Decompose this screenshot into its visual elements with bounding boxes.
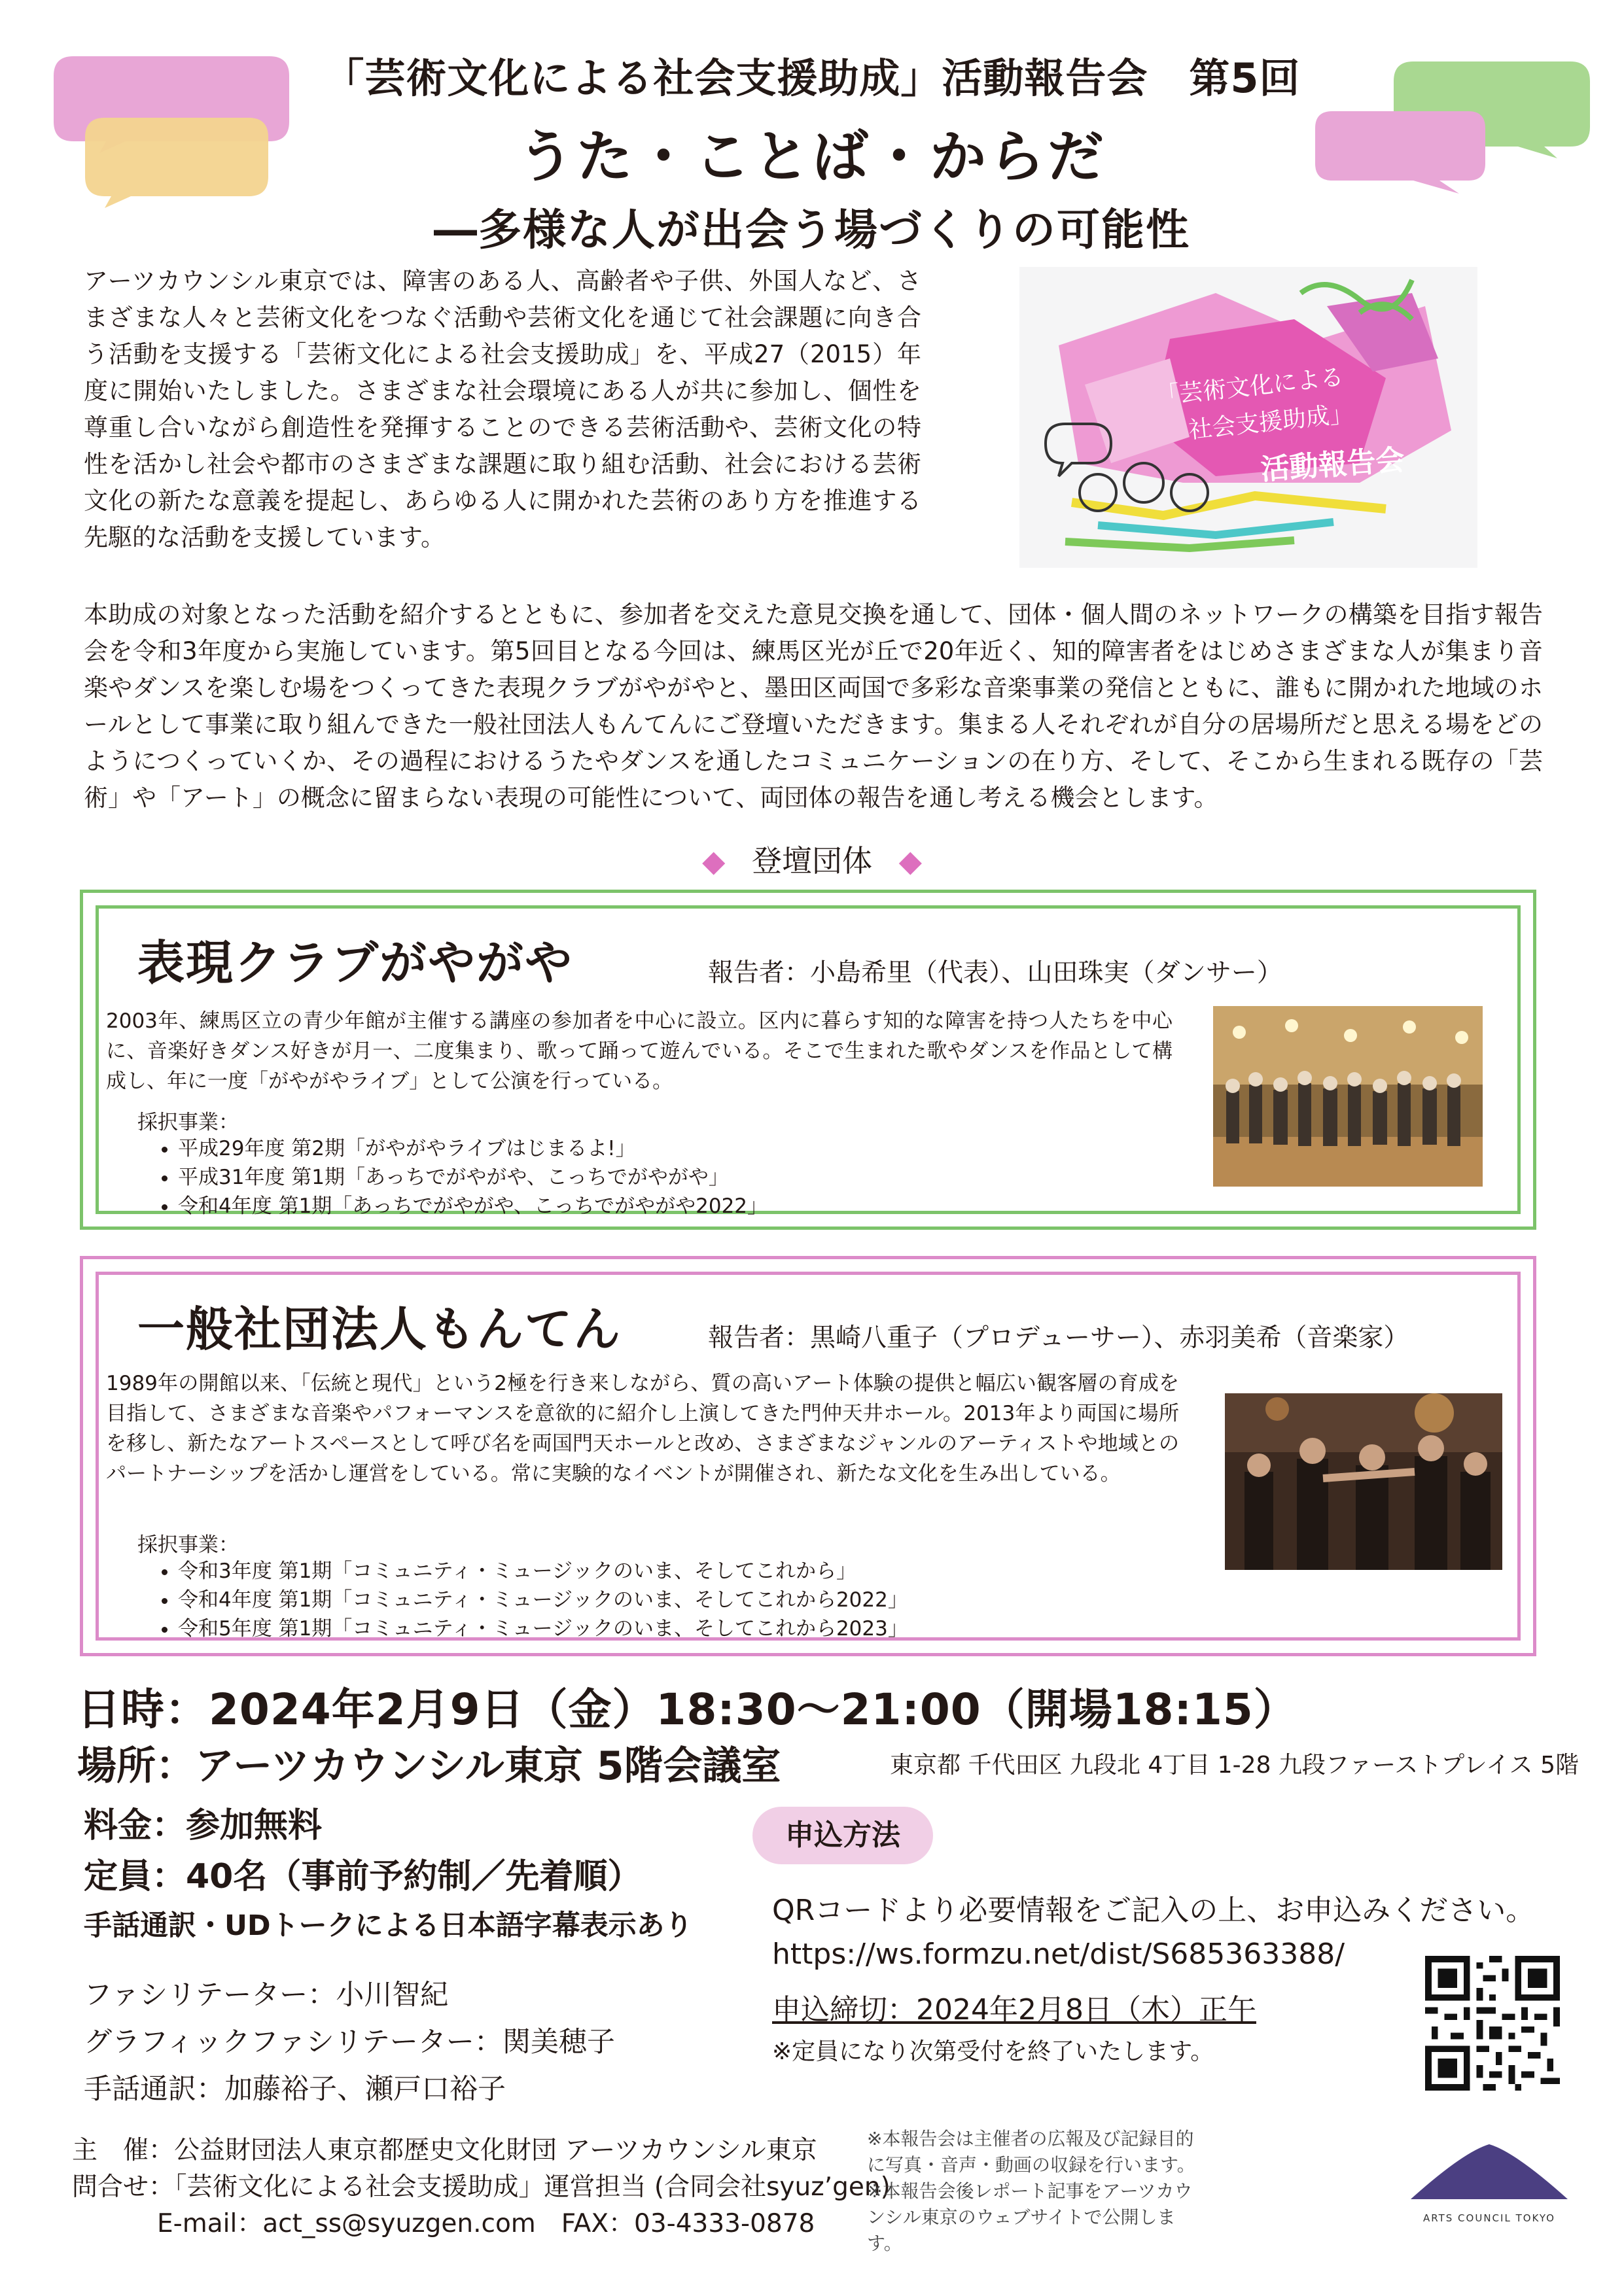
staff-sign-interpreters: 手話通訳：加藤裕子、瀬戸口裕子 <box>84 2073 506 2106</box>
adopted-project-item: • 令和4年度 第1期「あっちでがやがや、こっちでがやがや2022」 <box>178 1192 768 1221</box>
apply-url-link[interactable]: https://ws.formzu.net/dist/S685363388/ <box>772 1938 1345 1971</box>
apply-deadline: 申込締切：2024年2月8日（木）正午 <box>772 1993 1256 2026</box>
gayagaya-photo <box>1213 1006 1483 1187</box>
adopted-project-item: • 平成29年度 第2期「がやがやライブはじまるよ!」 <box>178 1134 768 1163</box>
logo-caption: ARTS COUNCIL TOKYO <box>1423 2212 1555 2224</box>
page-title: うた・ことば・からだ <box>518 124 1106 190</box>
arts-council-tokyo-logo <box>1398 2139 1581 2231</box>
organizer-line: 主 催：公益財団法人東京都歴史文化財団 アーツカウンシル東京 <box>72 2136 817 2165</box>
diamond-icon: ◆ <box>898 843 923 878</box>
section-heading-label: 登壇団体 <box>752 843 872 878</box>
event-series-heading: 「芸術文化による社会支援助成」活動報告会 第5回 <box>323 54 1301 102</box>
page-subtitle: ―多様な人が出会う場づくりの可能性 <box>434 205 1190 255</box>
org-reporter: 報告者：黒崎八重子（プロデューサー）、赤羽美希（音楽家） <box>708 1323 1409 1353</box>
report-meeting-logo <box>1019 267 1477 568</box>
logo-text-line2: 社会支援助成」 <box>1187 400 1354 444</box>
intro-paragraph-2: 本助成の対象となった活動を紹介するとともに、参加者を交えた意見交換を通して、団体・個人間のネットワークの構築を目指す報告会を令和3年度から実施しています。第5回目となる今回は、練馬区光が丘で20年近く、知的障害者をはじめさまざまな人が集まり音楽やダンスを楽しむ場をつくってきた表現クラブがやがやと、墨田区両国で多彩な音楽事業の発信とともに、誰もに開かれた地域のホールとして事業に取り組んできた一般社団法人もんてんにご登壇いただきます。集まる人それぞれが自分の居場所だと思える場をどのようにつくっていくか、その過程におけるうたやダンスを通したコミュニケーションの在り方、そして、そこから生まれる既存の「芸術」や「アート」の概念に留まらない表現の可能性について、両団体の報告を通し考える機会とします。 <box>84 600 1543 812</box>
event-address: 東京都 千代田区 九段北 4丁目 1-28 九段ファーストプレイス 5階 <box>890 1752 1579 1779</box>
qr-code-icon[interactable] <box>1425 1956 1560 2091</box>
contact-line: 問合せ：「芸術文化による社会支援助成」運営担当 (合同会社syuz’gen) <box>72 2172 891 2202</box>
adopted-projects-list <box>150 1134 768 1221</box>
apply-method-badge: 申込方法 <box>752 1807 933 1864</box>
adopted-project-item: • 令和4年度 第1期「コミュニティ・ミュージックのいま、そしてこれから2022」 <box>178 1586 908 1614</box>
diamond-icon: ◆ <box>701 843 726 878</box>
org-card-monten <box>80 1256 1536 1656</box>
event-datetime: 日時：2024年2月9日（金）18:30～21:00（開場18:15） <box>77 1684 1297 1735</box>
apply-deadline-note: ※定員になり次第受付を終了いたします。 <box>772 2038 1214 2065</box>
apply-instruction: QRコードより必要情報をご記入の上、お申込みください。 <box>772 1894 1535 1927</box>
org-name: 表現クラブがやがや <box>137 935 574 990</box>
adopted-project-item: • 令和3年度 第1期「コミュニティ・ミュージックのいま、そしてこれから」 <box>178 1557 908 1586</box>
org-description: 1989年の開館以来、「伝統と現代」という2極を行き来しながら、質の高いアート体験の提供と幅広い観客層の育成を目指して、さまざまな音楽やパフォーマンスを意欲的に紹介し上演してきた門仲天井ホール。2013年より両国に場所を移し、新たなアートスペースとして呼び名を両国門天ホールと改め、さまざまなジャンルのアーティストや地域とのパートナーシップを活かし運営をしている。常に実験的なイベントが開催され、新たな文化を生み出している。 <box>106 1372 1179 1486</box>
section-heading-speakers <box>0 837 1624 880</box>
org-reporter: 報告者：小島希里（代表）、山田珠実（ダンサー） <box>708 958 1282 988</box>
intro-paragraph-1: アーツカウンシル東京では、障害のある人、高齢者や子供、外国人など、さまざまな人々と芸術文化をつなぐ活動や芸術文化を通じて社会課題に向き合う活動を支援する「芸術文化による社会支援助成」を、平成27（2015）年度に開始いたしました。さまざまな社会環境にある人が共に参加し、個性を尊重し合いながら創造性を発揮することのできる芸術活動や、芸術文化の特性を活かし社会や都市のさまざまな課題に取り組む活動、社会における芸術文化の新たな意義を提起し、あらゆる人に開かれた芸術のあり方を推進する先駆的な活動を支援しています。 <box>84 267 921 551</box>
adopted-project-item: • 令和5年度 第1期「コミュニティ・ミュージックのいま、そしてこれから2023」 <box>178 1614 908 1643</box>
contact-email-fax: E-mail：act_ss@syuzgen.com FAX：03-4333-0878 <box>157 2209 815 2238</box>
adopted-projects-label: 採択事業： <box>137 1111 239 1134</box>
adopted-projects-list <box>150 1557 908 1643</box>
accessibility-note: 手話通訳・UDトークによる日本語字幕表示あり <box>84 1909 693 1942</box>
org-card-gayagaya <box>80 890 1536 1230</box>
adopted-project-item: • 平成31年度 第1期「あっちでがやがや、こっちでがやがや」 <box>178 1163 768 1192</box>
logo-text-line3: 活動報告会 <box>1260 443 1406 487</box>
monten-photo <box>1225 1393 1502 1570</box>
event-capacity: 定員：40名（事前予約制／先着順） <box>84 1857 642 1896</box>
adopted-projects-label: 採択事業： <box>137 1533 239 1557</box>
event-place: 場所：アーツカウンシル東京 5階会議室 <box>77 1743 781 1789</box>
org-description: 2003年、練馬区立の青少年館が主催する講座の参加者を中心に設立。区内に暮らす知的な障害を持つ人たちを中心に、音楽好きダンス好きが月一、二度集まり、歌って踊って遊んでいる。そこで生まれた歌やダンスを作品として構成し、年に一度「がやがやライブ」として公演を行っている。 <box>106 1009 1173 1093</box>
staff-graphic-facilitator: グラフィックファシリテーター：関美穂子 <box>84 2026 615 2059</box>
logo-text-line1: 「芸術文化による <box>1154 364 1345 410</box>
report-notice: ※本報告会後レポート記事をアーツカウンシル東京のウェブサイトで公開します。 <box>867 2180 1193 2254</box>
recording-notice: ※本報告会は主催者の広報及び記録目的に写真・音声・動画の収録を行います。 <box>867 2128 1195 2176</box>
org-name: 一般社団法人もんてん <box>137 1302 622 1357</box>
staff-facilitator: ファシリテーター：小川智紀 <box>84 1979 449 2011</box>
event-fee: 料金：参加無料 <box>84 1806 323 1845</box>
